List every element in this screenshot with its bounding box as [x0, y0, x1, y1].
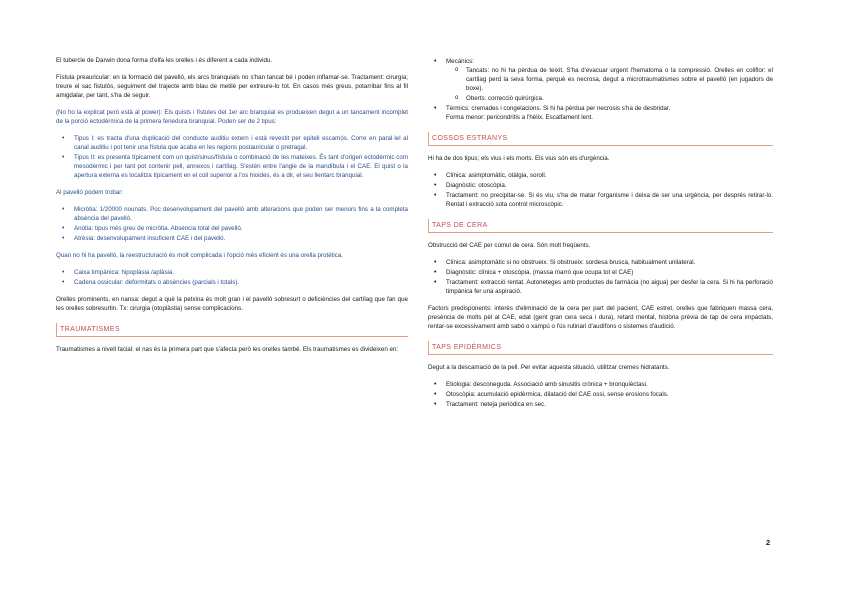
fistula-paragraph: Fístula preauricular: en la formació del pavelló, els arcs branquials no s'han tancat bé i poden inflamar-se. Tractament: cirurgia; treure el sac fistulós, seguiment del trajecte amb blau de metilè per extreure-lo tot. En casos més greus, potarribar fins al fil amigdalar, per tant, s'ha de seguir.	[56, 74, 408, 99]
darwin-paragraph: El tubercle de Darwin dona forma d'elfa les orelles i és diferent a cada individu.	[56, 57, 273, 64]
list-item: • Tipus I: es tracta d'una duplicació del conducte auditiu extern i està revestit per epiteli escamós. Corre en paral·lel al canal auditiu i pot tenir una fístula que acaba en les regions postauricular o pretragal.	[74, 134, 408, 152]
list-item: • Etiologia: desconeguda. Associació amb sinusitis crònica + bronquièctasi.	[446, 380, 773, 389]
types-list	[56, 134, 408, 180]
list-item: • Otoscòpia: acumulació epidèrmica, dilatació del CAE ossi, sense erosions focals.	[446, 390, 773, 399]
list-item: • Cadena ossicular: deformitats o absències (parcials i totals).	[74, 278, 408, 287]
list-item: • Clínica: asimptomàtic, otàlgia, soroll.	[446, 171, 773, 180]
list-item: • Caixa timpànica: hipoplàsia /aplàsia.	[74, 268, 408, 277]
list-item: • Diagnòstic: otoscòpia.	[446, 181, 773, 190]
mecanics-label: Mecànics:	[446, 58, 474, 65]
termics-extra: Forma menor: pericondritis a l'hèlix. Escalfament lent.	[446, 114, 593, 121]
pavello-intro: Al pavelló podem trobar:	[56, 189, 124, 196]
list-item: • Atrèsia: desenvolupament insuficient CAE i del pavelló.	[74, 234, 408, 243]
middle-ear-list	[56, 268, 408, 287]
right-column	[428, 57, 773, 417]
list-item: • Anòtia: tipus més greu de micròtia. Absència total del pavelló.	[74, 224, 408, 233]
mecanics-sublist	[446, 66, 773, 103]
cossos-list	[428, 171, 773, 209]
pavello-list	[56, 205, 408, 243]
page-number: 2	[766, 538, 771, 547]
section-header-taps-cera: TAPS DE CERA	[428, 219, 773, 233]
prosthetic-paragraph: Quan no hi ha pavelló, la reestructuració és molt complicada i l'opció més eficient és una orella protètica.	[56, 252, 343, 259]
branchial-paragraph: (No ho la explicat però està al power): Els quists i fístules del 1er arc branquial es produeixen degut a un tancament incomplet de la porció ectodèrmica de la primera fenedura branquial. Poden ser de 2 tipus:	[56, 109, 408, 125]
section-header-cossos-estranys: COSSOS ESTRANYS	[428, 132, 773, 146]
cera-intro: Obstrucció del CAE per cúmul de cera. Són molt freqüents.	[428, 242, 591, 249]
epid-list	[428, 380, 773, 409]
sublist-item: o Oberts: correcció quirúrgica.	[466, 94, 773, 103]
section-header-traumatismes: TRAUMATISMES	[56, 323, 408, 337]
list-item: • Micròtia: 1/20000 nounats. Poc desenvolupament del pavelló amb alteracions que poden ser menors fins a la completa absència del pavelló.	[74, 205, 408, 223]
list-item: • Tractament: no precipitar-se. Si és viu, s'ha de matar l'organisme i deixa de ser una urgència, per després retirar-lo. Rentat i extracció sota control microscòpic.	[446, 191, 773, 209]
list-item	[446, 57, 773, 103]
mecanics-list	[428, 57, 773, 122]
cera-list	[428, 258, 773, 296]
epid-intro: Degut a la descamació de la pell. Per evitar aquesta situació, utilitzar cremes hidratants.	[428, 364, 670, 371]
list-item: • Tipus II: es presenta típicament com un quist/sinus/fístula o combinació de les mateixes. És tant d'origen ectodèrmic com mesodèrmic i per tant pot contenir pell, annexos i cartílag. S'estén entre l'angle de la mandíbula i el CAE. El quist o la apertura externa es localitza típicament en el coll superior a l'os hioides, és a dir, el seu llentarc branquial.	[74, 153, 408, 180]
list-item: • Clínica: asimptomàtic si no obstrueix. Si obstrueix: sordesa brusca, habitualment unilateral.	[446, 258, 773, 267]
prominent-ears-paragraph: Orelles prominents, en nansa: degut a què la petxina és molt gran i el pavelló sobresurt o deficiències del cartílag que fan que les orelles sobresurtin. Tx: cirurgia (otoplàstia) sense complicacions.	[56, 296, 408, 312]
section-header-taps-epidermics: TAPS EPIDÈRMICS	[428, 341, 773, 355]
cossos-intro: Hi ha de dos tipus; els vius i els morts. Els vius són els d'urgència.	[428, 155, 610, 162]
cera-factors: Factors predisponents: interès d'eliminació de la cera per part del pacient, CAE estret, orelles que fabriquen massa cera, presència de molts pèl al CAE, edat (gent gran cera seca i dura), retard mental, història prèvia de tap de cera impactats, rentar-se excessivament amb sabó o xampú o l'ús rutinari d'audífons o sistemes d'audició.	[428, 305, 773, 330]
trauma-paragraph: Traumatismes a nivell facial: el nas és la primera part que s'afecta però les orelles també. Els traumatismes es divideixen en:	[56, 346, 399, 353]
termics-text: Tèrmics: cremades i congelacions. Si hi ha pèrdua per necrosis s'ha de desbridar.	[446, 105, 671, 112]
list-item: • Tractament: extracció rentat. Autoneteges amb productes de farmàcia (no aigua) per desfer la cera. Si hi ha perforació timpànica fer una aspiració.	[446, 278, 773, 296]
list-item: • Diagnòstic: clínica + otoscòpia. (massa marró que ocupa tot el CAE)	[446, 268, 773, 277]
left-column	[56, 56, 408, 362]
list-item: • Tractament: neteja periòdica en sec.	[446, 400, 773, 409]
sublist-item: o Tancats: no hi ha pèrdua de teixit. S'ha d'evacuar urgent l'hematoma o la compressió. Orelles en coliflor: el cartílag perd la seva forma, perquè es necrosa, degut a microtraumatismes sobre el pavelló (en jugadors de boxe).	[466, 66, 773, 93]
list-item	[446, 104, 773, 122]
